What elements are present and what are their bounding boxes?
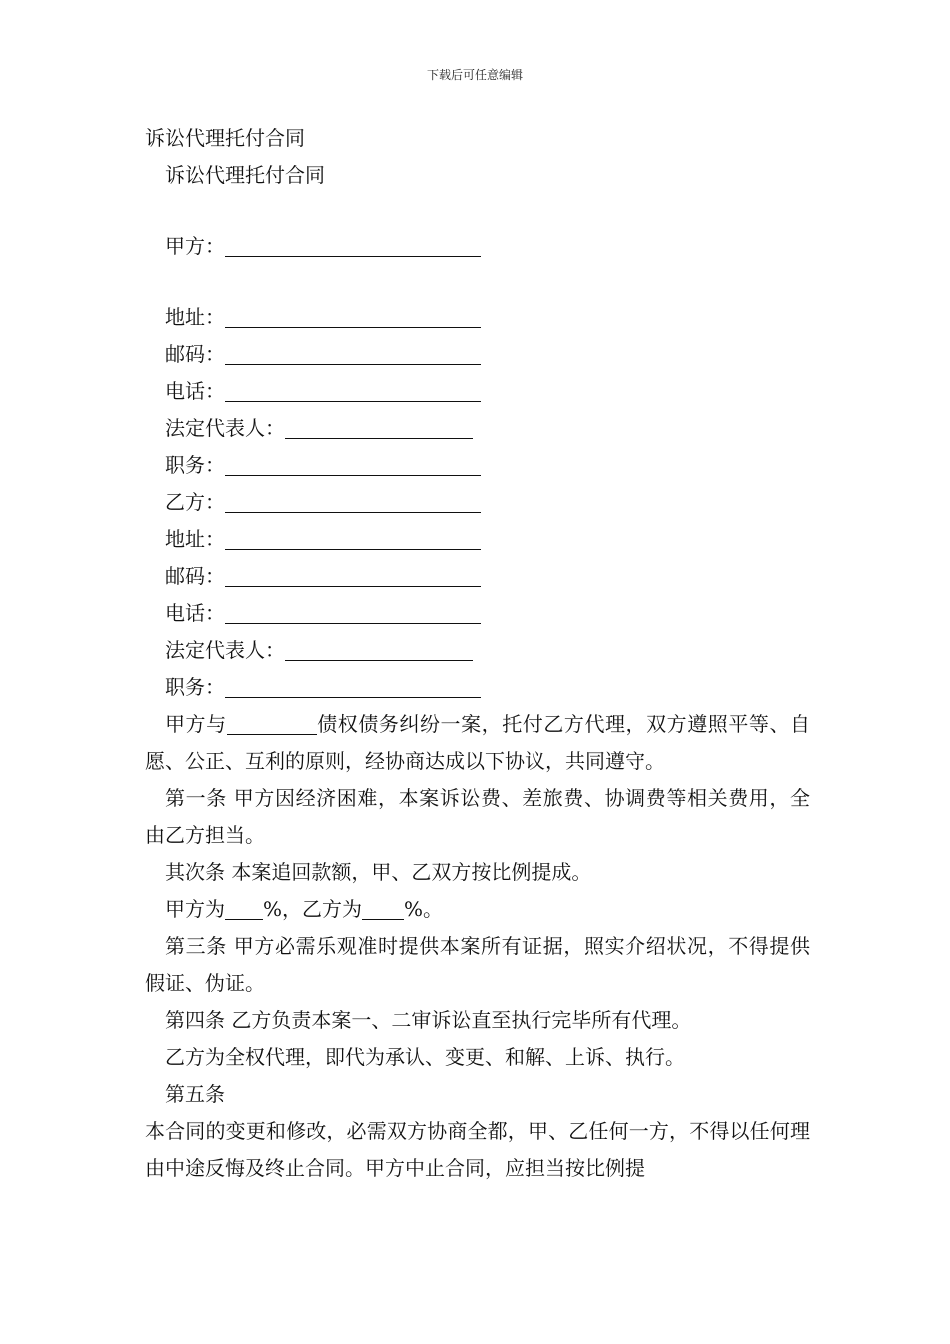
ratio-b-blank[interactable] (362, 899, 404, 920)
party-b-address-label: 地址： (165, 527, 225, 551)
party-b-phone-label: 电话： (165, 601, 225, 625)
party-a-postcode-line (145, 336, 810, 373)
party-a-phone-line (145, 373, 810, 410)
article-4: 第四条 乙方负责本案一、二审诉讼直至执行完毕所有代理。 (165, 1008, 692, 1032)
article-3: 第三条 甲方必需乐观准时提供本案所有证据，照实介绍状况，不得提供假证、伪证。 (145, 934, 810, 995)
party-a-postcode-label: 邮码： (165, 342, 225, 366)
party-b-label: 乙方： (165, 490, 225, 514)
party-a-line (145, 228, 810, 265)
party-a-legal-rep-blank[interactable] (285, 418, 473, 439)
party-a-address-line (145, 299, 810, 336)
party-a-position-blank[interactable] (225, 455, 481, 476)
article-5-heading: 第五条 (165, 1082, 225, 1106)
party-a-address-label: 地址： (165, 305, 225, 329)
article-1: 第一条 甲方因经济困难，本案诉讼费、差旅费、协调费等相关费用，全由乙方担当。 (145, 786, 810, 847)
document-title: 诉讼代理托付合同 (145, 126, 305, 150)
document-subtitle: 诉讼代理托付合同 (165, 163, 325, 187)
party-b-legal-rep-label: 法定代表人： (165, 638, 285, 662)
contract-document (145, 120, 810, 1187)
party-a-position-label: 职务： (165, 453, 225, 477)
ratio-end: %。 (404, 897, 444, 921)
party-b-postcode-line (145, 558, 810, 595)
party-b-address-blank[interactable] (225, 529, 481, 550)
party-b-phone-line (145, 595, 810, 632)
page-header-note: 下载后可任意编辑 (426, 68, 523, 82)
party-a-postcode-blank[interactable] (225, 344, 481, 365)
party-b-legal-rep-blank[interactable] (285, 640, 473, 661)
article-2-ratio (145, 891, 810, 928)
article-5-body: 本合同的变更和修改，必需双方协商全都，甲、乙任何一方，不得以任何理由中途反悔及终止合同。甲方中止合同，应担当按比例提 (145, 1119, 810, 1180)
party-b-position-label: 职务： (165, 675, 225, 699)
article-2: 其次条 本案追回款额，甲、乙双方按比例提成。 (165, 860, 592, 884)
party-a-phone-blank[interactable] (225, 381, 481, 402)
article-4-detail: 乙方为全权代理，即代为承认、变更、和解、上诉、执行。 (165, 1045, 685, 1069)
intro-rest: 债权债务纠纷一案，托付乙方代理，双方遵照平等、自愿、公正、互利的原则，经协商达成以下协议，共同遵守。 (145, 712, 811, 773)
party-b-postcode-blank[interactable] (225, 566, 481, 587)
party-b-address-line (145, 521, 810, 558)
party-a-blank[interactable] (225, 236, 481, 257)
party-b-blank[interactable] (225, 492, 481, 513)
intro-paragraph (145, 706, 810, 780)
party-a-legal-rep-line (145, 410, 810, 447)
party-b-phone-blank[interactable] (225, 603, 481, 624)
spacer (145, 194, 810, 228)
party-a-phone-label: 电话： (165, 379, 225, 403)
party-a-position-line (145, 447, 810, 484)
party-b-legal-rep-line (145, 632, 810, 669)
ratio-a-label: 甲方为 (165, 897, 225, 921)
party-b-line (145, 484, 810, 521)
party-b-postcode-label: 邮码： (165, 564, 225, 588)
intro-start: 甲方与 (165, 712, 227, 736)
party-a-label: 甲方： (165, 234, 225, 258)
party-a-legal-rep-label: 法定代表人： (165, 416, 285, 440)
party-a-address-blank[interactable] (225, 307, 481, 328)
dispute-party-blank[interactable] (227, 714, 317, 735)
party-b-position-line (145, 669, 810, 706)
spacer (145, 265, 810, 299)
ratio-b-label: %，乙方为 (263, 897, 363, 921)
ratio-a-blank[interactable] (225, 899, 263, 920)
party-b-position-blank[interactable] (225, 677, 481, 698)
